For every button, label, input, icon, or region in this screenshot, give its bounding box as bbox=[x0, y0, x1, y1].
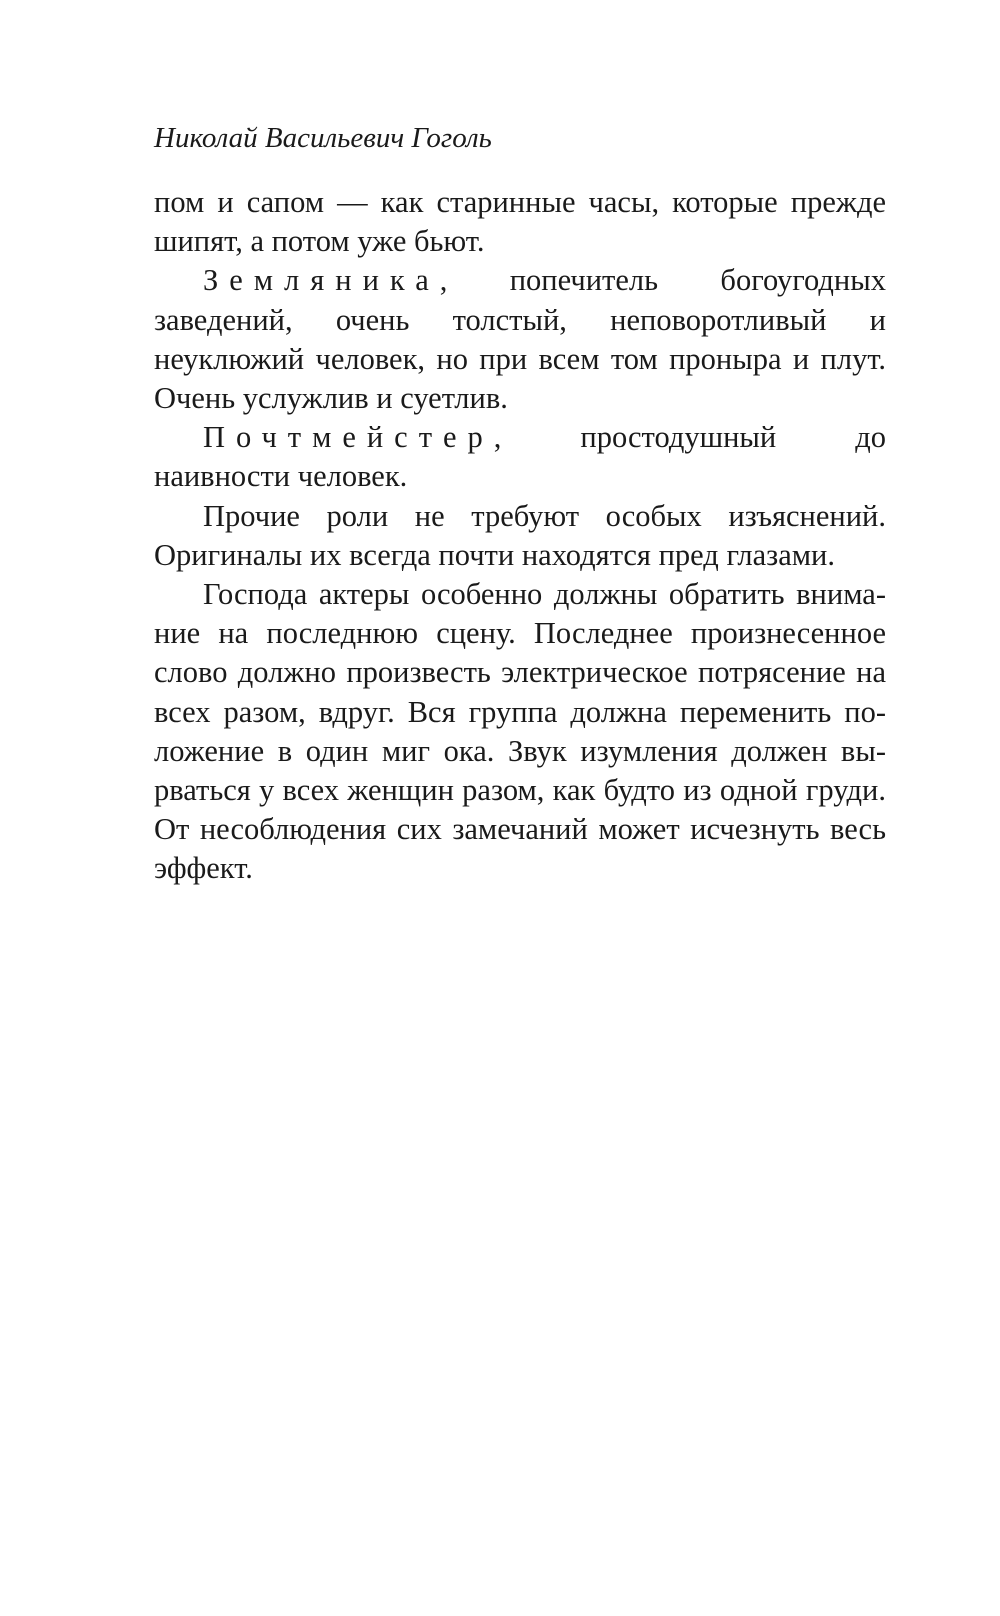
body-text bbox=[154, 183, 886, 889]
character-name: Земляника bbox=[203, 263, 440, 298]
paragraph-zemlyanika bbox=[154, 261, 886, 418]
paragraph-text: , попечитель богоугодных заведений, очень толстый, неповоротливый и неуклюжий человек, но при всем том проныра и плут. Очень услужлив и суетлив. bbox=[154, 263, 886, 416]
paragraph-text: , простодушный до наивности человек. bbox=[154, 420, 886, 494]
character-name: Почтмейстер bbox=[203, 420, 494, 455]
paragraph-continuation bbox=[154, 183, 886, 261]
paragraph-text: Господа актеры особенно должны обратить внимание на последнюю сцену. Последнее произнесенное слово должно произвесть электрическое потрясение на всех разом, вдруг. Вся группа должна переменить положение в один миг ока. Звук изумления должен вырваться у всех женщин разом, как будто из одной груди. От несоблюдения сих замечаний может исчезнуть весь эффект. bbox=[154, 577, 886, 886]
paragraph-actors-note bbox=[154, 575, 886, 889]
paragraph-text: пом и сапом — как старинные часы, которые прежде шипят, а потом уже бьют. bbox=[154, 185, 886, 259]
running-head: Николай Васильевич Гоголь bbox=[154, 122, 492, 154]
paragraph-other-roles bbox=[154, 497, 886, 575]
paragraph-pochtmeister bbox=[154, 418, 886, 496]
paragraph-text: Прочие роли не требуют особых изъяснений. Оригиналы их всегда почти находятся пред глазами. bbox=[154, 498, 886, 572]
